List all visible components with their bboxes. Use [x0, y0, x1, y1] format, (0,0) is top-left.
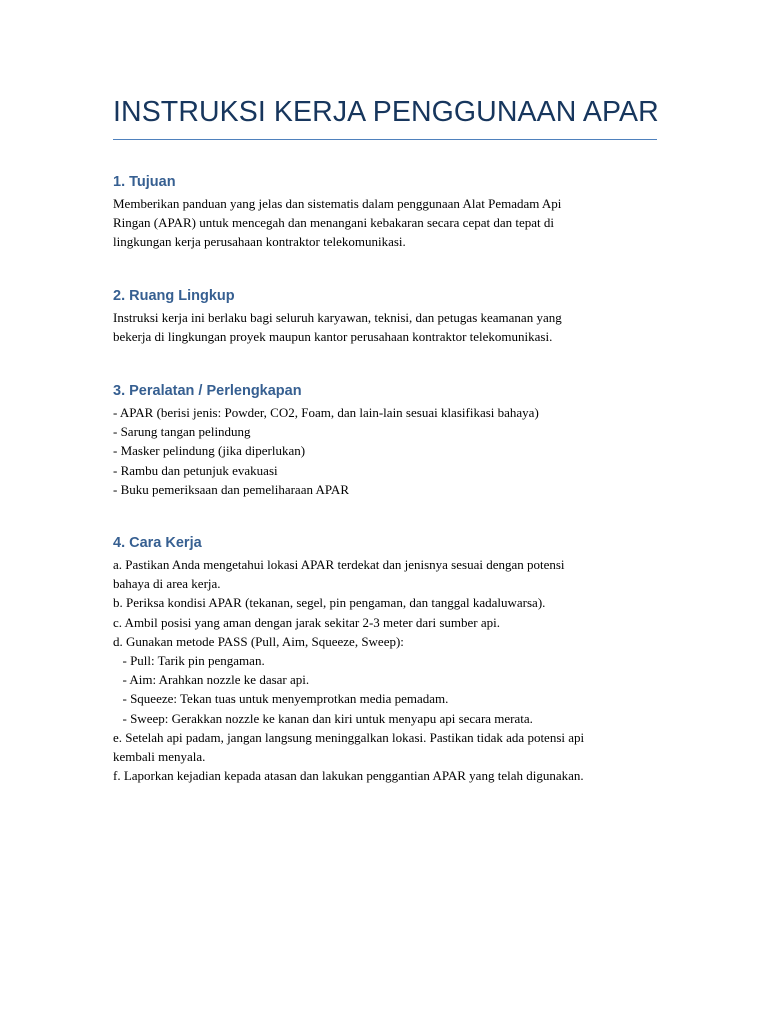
body-line: lingkungan kerja perusahaan kontraktor telekomunikasi.	[113, 234, 406, 250]
procedure-steps	[113, 555, 658, 785]
step-line: c. Ambil posisi yang aman dengan jarak sekitar 2-3 meter dari sumber api.	[113, 614, 500, 630]
section-peralatan	[113, 381, 658, 499]
step-line: f. Laporkan kejadian kepada atasan dan lakukan penggantian APAR yang telah digunakan.	[113, 768, 584, 784]
section-heading: 4. Cara Kerja	[113, 535, 202, 551]
step-line: b. Periksa kondisi APAR (tekanan, segel, pin pengaman, dan tanggal kadaluwarsa).	[113, 595, 546, 611]
step-line: e. Setelah api padam, jangan langsung meninggalkan lokasi. Pastikan tidak ada potensi api	[113, 729, 585, 745]
list-item: - Masker pelindung (jika diperlukan)	[113, 443, 306, 459]
pass-substep	[113, 709, 658, 728]
body-line: Instruksi kerja ini berlaku bagi seluruh karyawan, teknisi, dan petugas keamanan yang	[113, 310, 562, 325]
pass-substep	[113, 670, 658, 689]
list-item: - APAR (berisi jenis: Powder, CO2, Foam, dan lain-lain sesuai klasifikasi bahaya)	[113, 405, 539, 420]
step-line: bahaya di area kerja.	[113, 576, 221, 592]
pass-substep-text: - Sweep: Gerakkan nozzle ke kanan dan kiri untuk menyapu api secara merata.	[122, 710, 533, 726]
section-cara-kerja	[113, 533, 658, 785]
pass-substep-text: - Aim: Arahkan nozzle ke dasar api.	[122, 672, 310, 688]
section-body	[113, 194, 658, 252]
pass-substep-text: - Pull: Tarik pin pengaman.	[122, 653, 265, 669]
pass-substep	[113, 651, 658, 670]
pass-substep	[113, 689, 658, 708]
document-title: INSTRUKSI KERJA PENGGUNAAN APAR	[113, 96, 659, 128]
list-item: - Sarung tangan pelindung	[113, 424, 251, 440]
step-line: kembali menyala.	[113, 749, 206, 765]
section-ruang-lingkup	[113, 286, 658, 346]
body-line: Memberikan panduan yang jelas dan sistematis dalam penggunaan Alat Pemadam Api	[113, 196, 562, 211]
section-body	[113, 308, 658, 346]
section-tujuan	[113, 172, 658, 252]
list-item: - Rambu dan petunjuk evakuasi	[113, 462, 278, 478]
section-heading: 3. Peralatan / Perlengkapan	[113, 383, 302, 399]
title-underline	[113, 139, 657, 140]
list-item: - Buku pemeriksaan dan pemeliharaan APAR	[113, 481, 349, 497]
step-line: a. Pastikan Anda mengetahui lokasi APAR terdekat dan jenisnya sesuai dengan potensi	[113, 557, 565, 572]
pass-substep-text: - Squeeze: Tekan tuas untuk menyemprotkan media pemadam.	[122, 691, 449, 707]
section-heading: 1. Tujuan	[113, 174, 176, 190]
step-line: d. Gunakan metode PASS (Pull, Aim, Squeeze, Sweep):	[113, 633, 404, 649]
body-line: bekerja di lingkungan proyek maupun kantor perusahaan kontraktor telekomunikasi.	[113, 329, 553, 345]
body-line: Ringan (APAR) untuk mencegah dan menangani kebakaran secara cepat dan tepat di	[113, 215, 554, 231]
equipment-list	[113, 403, 658, 499]
section-heading: 2. Ruang Lingkup	[113, 288, 235, 304]
